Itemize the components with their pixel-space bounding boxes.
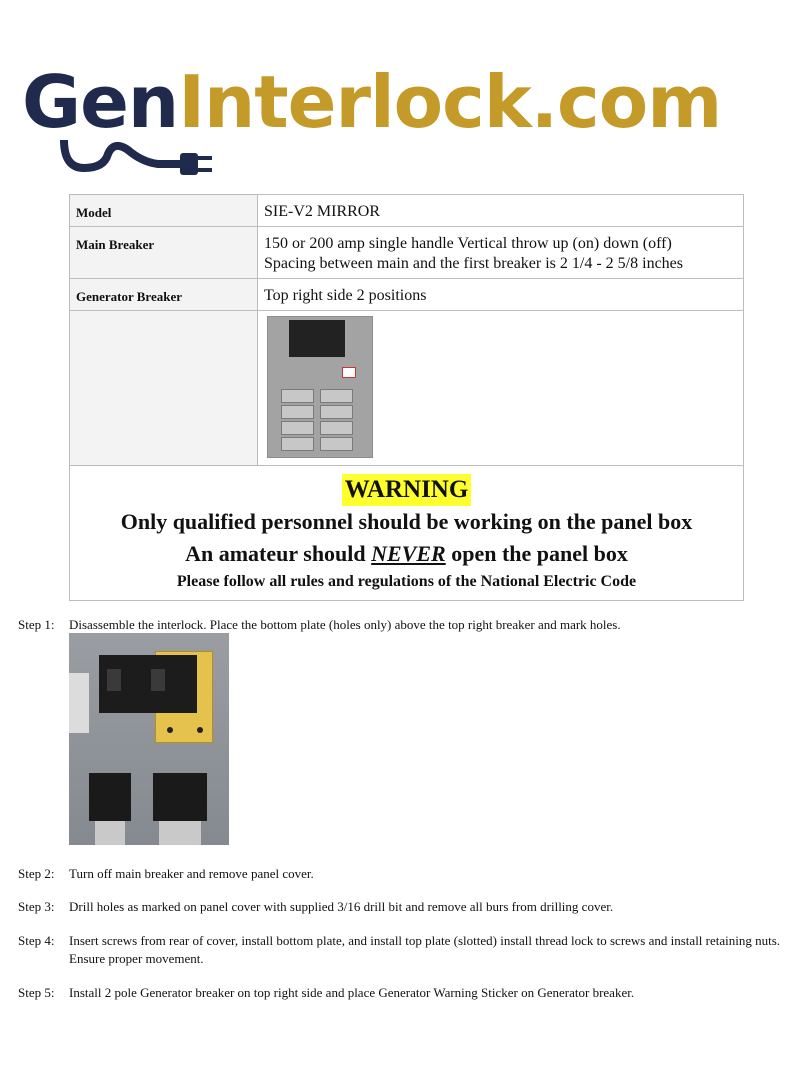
breaker-slot	[320, 405, 353, 419]
step-4	[18, 932, 788, 968]
breaker-slot	[320, 437, 353, 451]
step-2	[18, 865, 788, 883]
power-cord-plug-icon	[58, 140, 218, 184]
generator-breaker-value: Top right side 2 positions	[258, 279, 744, 311]
breaker-slot	[281, 405, 314, 419]
logo-gen-text: Gen	[22, 60, 179, 144]
step-number: Step 3:	[18, 899, 55, 914]
panel-diagram-image	[267, 316, 373, 458]
table-row	[70, 227, 744, 279]
table-row	[70, 195, 744, 227]
table-row	[70, 466, 744, 601]
table-row	[70, 279, 744, 311]
step-number: Step 5:	[18, 985, 55, 1000]
model-label: Model	[70, 195, 258, 227]
step-3	[18, 898, 788, 916]
step-text: Disassemble the interlock. Place the bottom plate (holes only) above the top right breaker and mark holes.	[69, 617, 621, 632]
breaker-slot	[320, 421, 353, 435]
step-number: Step 1:	[18, 617, 55, 632]
breaker-slot	[281, 421, 314, 435]
warning-title: WARNING	[342, 474, 472, 506]
empty-cell	[70, 311, 258, 466]
generator-sticker	[342, 367, 356, 378]
main-breaker-value	[258, 227, 744, 279]
main-breaker-line-2: Spacing between main and the first breaker is 2 1/4 - 2 5/8 inches	[264, 255, 683, 272]
step-1-photo	[69, 633, 229, 845]
mark-hole	[167, 727, 173, 733]
breaker-filler	[95, 821, 125, 845]
main-breaker-label: Main Breaker	[70, 227, 258, 279]
breaker-slot	[320, 389, 353, 403]
warning-line-2	[70, 538, 743, 570]
breaker-slot	[281, 389, 314, 403]
step-number: Step 4:	[18, 933, 55, 948]
main-breaker-line-1: 150 or 200 amp single handle Vertical throw up (on) down (off)	[264, 235, 672, 252]
warning-line-3: Please follow all rules and regulations of the National Electric Code	[176, 573, 637, 590]
warning-line-2-post: open the panel box	[445, 541, 628, 566]
step-number: Step 2:	[18, 866, 55, 881]
warning-never: NEVER	[371, 541, 446, 566]
warning-box	[70, 466, 744, 601]
breaker-slot	[281, 437, 314, 451]
generator-breaker-label: Generator Breaker	[70, 279, 258, 311]
step-1	[18, 616, 788, 634]
model-value: SIE-V2 MIRROR	[258, 195, 744, 227]
panel-label-sticker	[69, 673, 89, 733]
logo-interlock-text: Interlock.com	[178, 60, 722, 144]
step-text: Drill holes as marked on panel cover with supplied 3/16 drill bit and remove all burs from drilling cover.	[69, 899, 614, 914]
step-text: Install 2 pole Generator breaker on top right side and place Generator Warning Sticker on Generator breaker.	[69, 985, 635, 1000]
breaker-handle	[151, 669, 165, 691]
geninterlock-logo	[22, 62, 792, 182]
panel-image-cell	[258, 311, 744, 466]
step-text: Insert screws from rear of cover, install bottom plate, and install top plate (slotted) install thread lock to screws and install retaining nuts. Ensure proper movement.	[69, 933, 781, 966]
step-text: Turn off main breaker and remove panel cover.	[69, 866, 314, 881]
step-5	[18, 984, 788, 1002]
branch-breaker-left	[89, 773, 131, 821]
mark-hole	[197, 727, 203, 733]
warning-line-2-pre: An amateur should	[185, 541, 372, 566]
breaker-handle	[107, 669, 121, 691]
table-row	[70, 311, 744, 466]
warning-line-1: Only qualified personnel should be working on the panel box	[120, 509, 693, 534]
breaker-filler	[159, 821, 201, 845]
spec-table	[69, 194, 744, 601]
logo-wordmark	[22, 62, 721, 142]
main-breaker-block	[289, 320, 345, 357]
branch-breaker-right	[153, 773, 207, 821]
